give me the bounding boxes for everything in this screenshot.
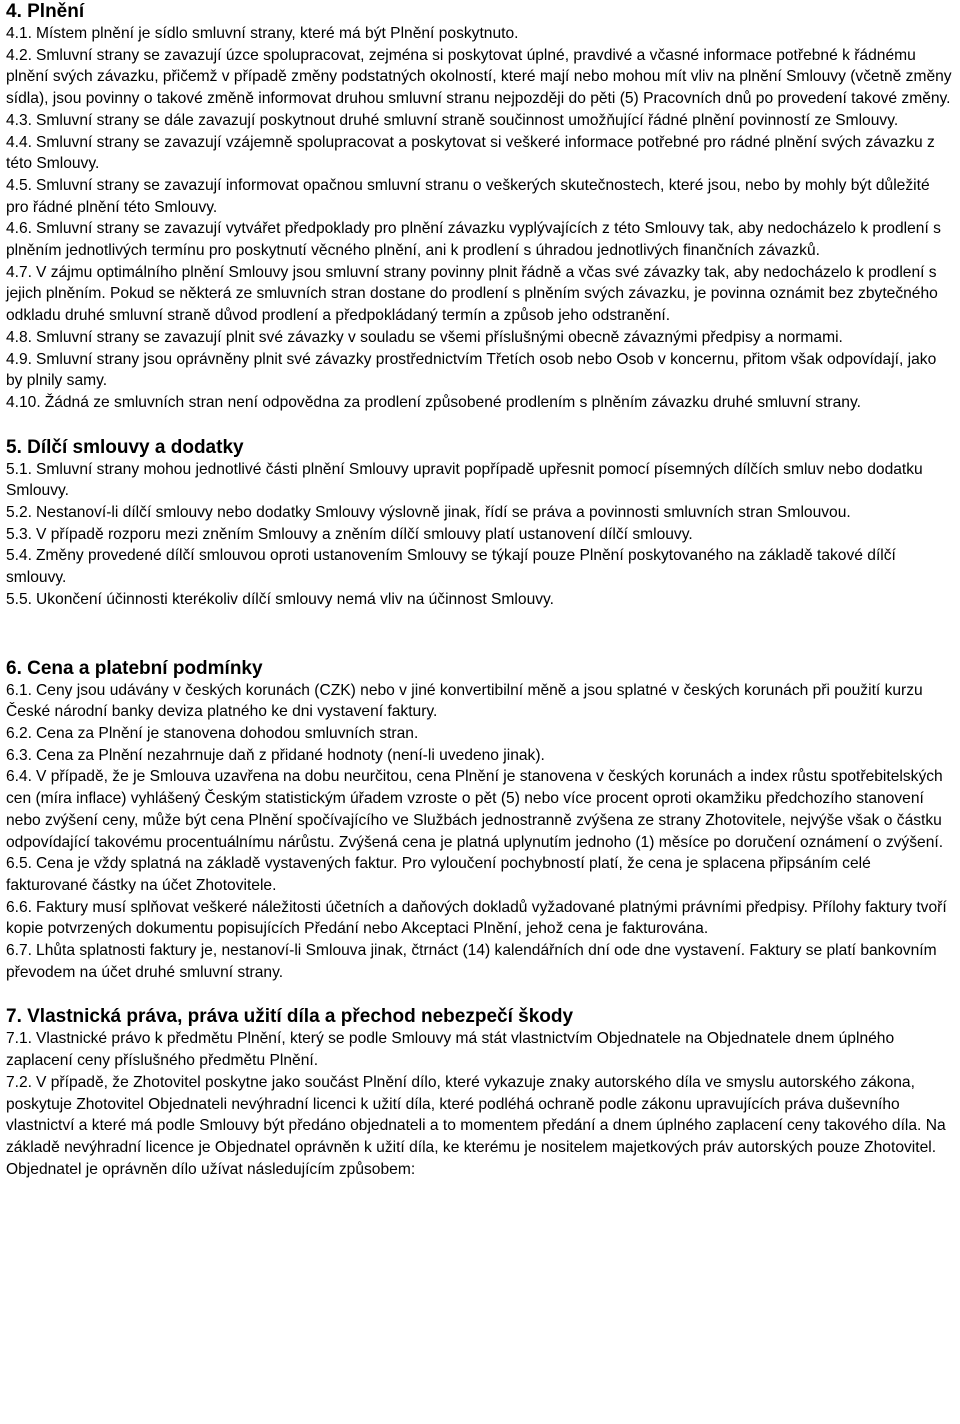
clause-text: Faktury musí splňovat veškeré náležitosti účetních a daňových dokladů vyžadované platnými právními předpisy. Přílohy faktury tvoří kopie potvrzených dokumentu popisujících Předání nebo Akceptaci Plnění, jehož cena je fakturována. [6,898,947,938]
clause-4-9 [6,349,956,392]
clause-text: Smluvní strany se dále zavazují poskytnout druhé smluvní straně součinnost umožňující řádné plnění povinností ze Smlouvy. [36,111,899,129]
clause-text: Smluvní strany se zavazují vzájemně spolupracovat a poskytovat si veškeré informace potřebné pro rádné plnění svých závazku z této Smlouvy. [6,133,935,173]
clause-text: Změny provedené dílčí smlouvou oproti ustanovením Smlouvy se týkají pouze Plnění poskytovaného na základě takové dílčí smlouvy. [6,547,896,587]
section-heading: 6. Cena a platební podmínky [6,657,263,679]
clause-number: 4.7. [6,263,33,281]
clause-number: 6.4. [6,768,33,786]
clause-4-3 [6,110,956,132]
section-6-cena [6,658,956,984]
clause-text: Cena za Plnění nezahrnuje daň z přidané hodnoty (není-li uvedeno jinak). [36,746,545,764]
clause-text: Cena je vždy splatná na základě vystavených faktur. Pro vyloučení pochybností platí, že cena je splacena připsáním celé fakturované částky na účet Zhotovitele. [6,855,871,894]
section-4-plneni [6,1,956,414]
clause-number: 6.1. [6,681,33,699]
section-heading: 4. Plnění [6,1,85,22]
clause-4-1 [6,23,956,45]
clause-4-4 [6,132,956,175]
clause-text: Smluvní strany se zavazují informovat opačnou smluvní stranu o veškerých skutečnostech, které jsou, nebo by mohly být důležité pro řádné plnění této Smlouvy. [6,176,930,216]
clause-5-5 [6,589,956,611]
clause-text: Ceny jsou udávány v českých korunách (CZK) nebo v jiné konvertibilní měně a jsou splatné v českých korunách při použití kurzu České národní banky deviza platného ke dni vystavení faktury. [6,681,923,721]
clause-number: 4.1. [6,25,33,42]
clause-text: Nestanoví-li dílčí smlouvy nebo dodatky Smlouvy výslovně jinak, řídí se práva a povinnosti smluvních stran Smlouvou. [36,504,851,522]
clause-text: V případě, že Zhotovitel poskytne jako součást Plnění dílo, které vykazuje znaky autorského díla ve smyslu autorského zákona, poskytuje Zhotovitel Objednateli nevýhradní licenci k užití díla, které podléhá ochraně podle zákonu upravujících práva duševního vlastnictví a které má podle Smlouvy být předáno objednateli a to momentem předání a dnem úplného zaplacení ceny takového díla. Na základě nevýhradní licence je Objednatel oprávněn k užití díla, ke kterému je nositelem majetkových práv autorských pouze Zhotovitel. Objednatel je oprávněn dílo užívat následujícím způsobem: [6,1073,946,1178]
clause-4-2 [6,45,956,110]
clause-number: 7.1. [6,1030,33,1048]
clause-text: Smluvní strany mohou jednotlivé části plnění Smlouvy upravit popřípadě upřesnit pomocí písemných dílčích smluv nebo dodatku Smlouvy. [6,460,923,500]
clause-text: Vlastnické právo k předmětu Plnění, který se podle Smlouvy má stát vlastnictvím Objednatele na Objednatele dnem úplného zaplacení ceny příslušného předmětu Plnění. [6,1030,895,1070]
clause-6-4 [6,766,956,853]
clause-number: 4.3. [6,111,33,129]
clause-7-1 [6,1028,956,1071]
section-heading: 7. Vlastnická práva, práva užití díla a přechod nebezpečí škody [6,1006,574,1028]
clause-number: 4.2. [6,46,33,64]
clause-6-3 [6,745,956,767]
clause-6-2 [6,723,956,745]
clause-5-2 [6,502,956,524]
clause-text: Smluvní strany se zavazují vytvářet předpoklady pro plnění závazku vyplývajících z této Smlouvy tak, aby nedocházelo k prodlení s plněním jednotlivých termínu pro poskytnutí věcného plnění, ani k prodlení s úhradou jednotlivých finančních závazků. [6,220,941,260]
section-7-vlastnicka-prava [6,1006,956,1180]
clause-text: V případě rozporu mezi zněním Smlouvy a zněním dílčí smlouvy platí ustanovení dílčí smlouvy. [36,525,693,543]
clause-number: 6.7. [6,942,33,960]
document-page [6,1,956,1180]
clause-text: Lhůta splatnosti faktury je, nestanoví-li Smlouva jinak, čtrnáct (14) kalendářních dní ode dne vystavení. Faktury se platí bankovním převodem na účet druhé smluvní strany. [6,942,937,981]
clause-5-4 [6,545,956,588]
clause-number: 5.5. [6,590,33,608]
clause-text: Cena za Plnění je stanovena dohodou smluvních stran. [36,724,419,742]
clause-number: 5.3. [6,525,33,543]
clause-5-1 [6,459,956,502]
clause-6-5 [6,853,956,896]
clause-number: 4.9. [6,350,33,368]
section-heading: 5. Dílčí smlouvy a dodatky [6,436,244,458]
clause-number: 4.4. [6,133,33,151]
clause-text: Ukončení účinnosti kterékoliv dílčí smlouvy nemá vliv na účinnost Smlouvy. [36,590,555,608]
clause-number: 6.6. [6,898,33,916]
clause-4-6 [6,218,956,261]
clause-text: Žádná ze smluvních stran není odpovědna za prodlení způsobené prodlením s plněním závazku druhé smluvní strany. [44,393,861,411]
clause-text: V zájmu optimálního plnění Smlouvy jsou smluvní strany povinny plnit řádně a včas své závazky tak, aby nedocházelo k prodlení s jejich plněním. Pokud se některá ze smluvních stran dostane do prodlení s plněním svých závazku, je povinna oznámit bez zbytečného odkladu druhé smluvní straně důvod prodlení a předpokládaný termín a způsob jeho odstranění. [6,263,938,325]
clause-number: 5.4. [6,547,33,565]
clause-number: 4.5. [6,176,33,194]
clause-number: 4.10. [6,393,41,411]
clause-number: 7.2. [6,1073,33,1091]
section-5-dilci-smlouvy [6,437,956,611]
clause-6-6 [6,897,956,940]
clause-number: 5.1. [6,460,33,478]
clause-text: Smluvní strany se zavazují úzce spolupracovat, zejména si poskytovat úplné, pravdivé a včasné informace potřebné k řádnému plnění svých závazku, přičemž v případě změny podstatných okolností, které mají nebo mohou mít vliv na plnění Smlouvy (včetně změny sídla), jsou povinny o takové změně informovat druhou smluvní stranu nejpozději do pěti (5) Pracovních dnů po provedení takové změny. [6,46,952,108]
clause-5-3 [6,524,956,546]
clause-4-10 [6,392,956,414]
clause-7-2 [6,1072,956,1181]
clause-number: 4.8. [6,328,33,346]
clause-number: 6.3. [6,746,33,764]
clause-text: Místem plnění je sídlo smluvní strany, které má být Plnění poskytnuto. [36,25,519,42]
clause-4-8 [6,327,956,349]
clause-6-7 [6,940,956,983]
clause-number: 6.5. [6,855,33,873]
clause-number: 4.6. [6,220,33,238]
clause-text: Smluvní strany jsou oprávněny plnit své závazky prostřednictvím Třetích osob nebo Osob v koncernu, přitom však odpovídají, jako by plnily samy. [6,350,937,390]
clause-text: Smluvní strany se zavazují plnit své závazky v souladu se všemi příslušnými obecně závaznými předpisy a normami. [36,328,843,346]
clause-number: 6.2. [6,724,33,742]
clause-4-7 [6,262,956,327]
clause-4-5 [6,175,956,218]
clause-number: 5.2. [6,504,33,522]
clause-text: V případě, že je Smlouva uzavřena na dobu neurčitou, cena Plnění je stanovena v českých korunách a index růstu spotřebitelských cen (míra inflace) vyhlášený Českým statistickým úřadem vzroste o pět (5) nebo více procent oproti okamžiku předchozího stanovení nebo zvýšení ceny, může být cena Plnění spočívajícího ve Službách jednostranně zvýšena ze strany Zhotovitele, nejvýše však o částku odpovídající takovému procentuálnímu nárůstu. Zvýšená cena je platná uplynutím jednoho (1) měsíce po doručení oznámení o zvýšení. [6,768,944,851]
clause-6-1 [6,680,956,723]
